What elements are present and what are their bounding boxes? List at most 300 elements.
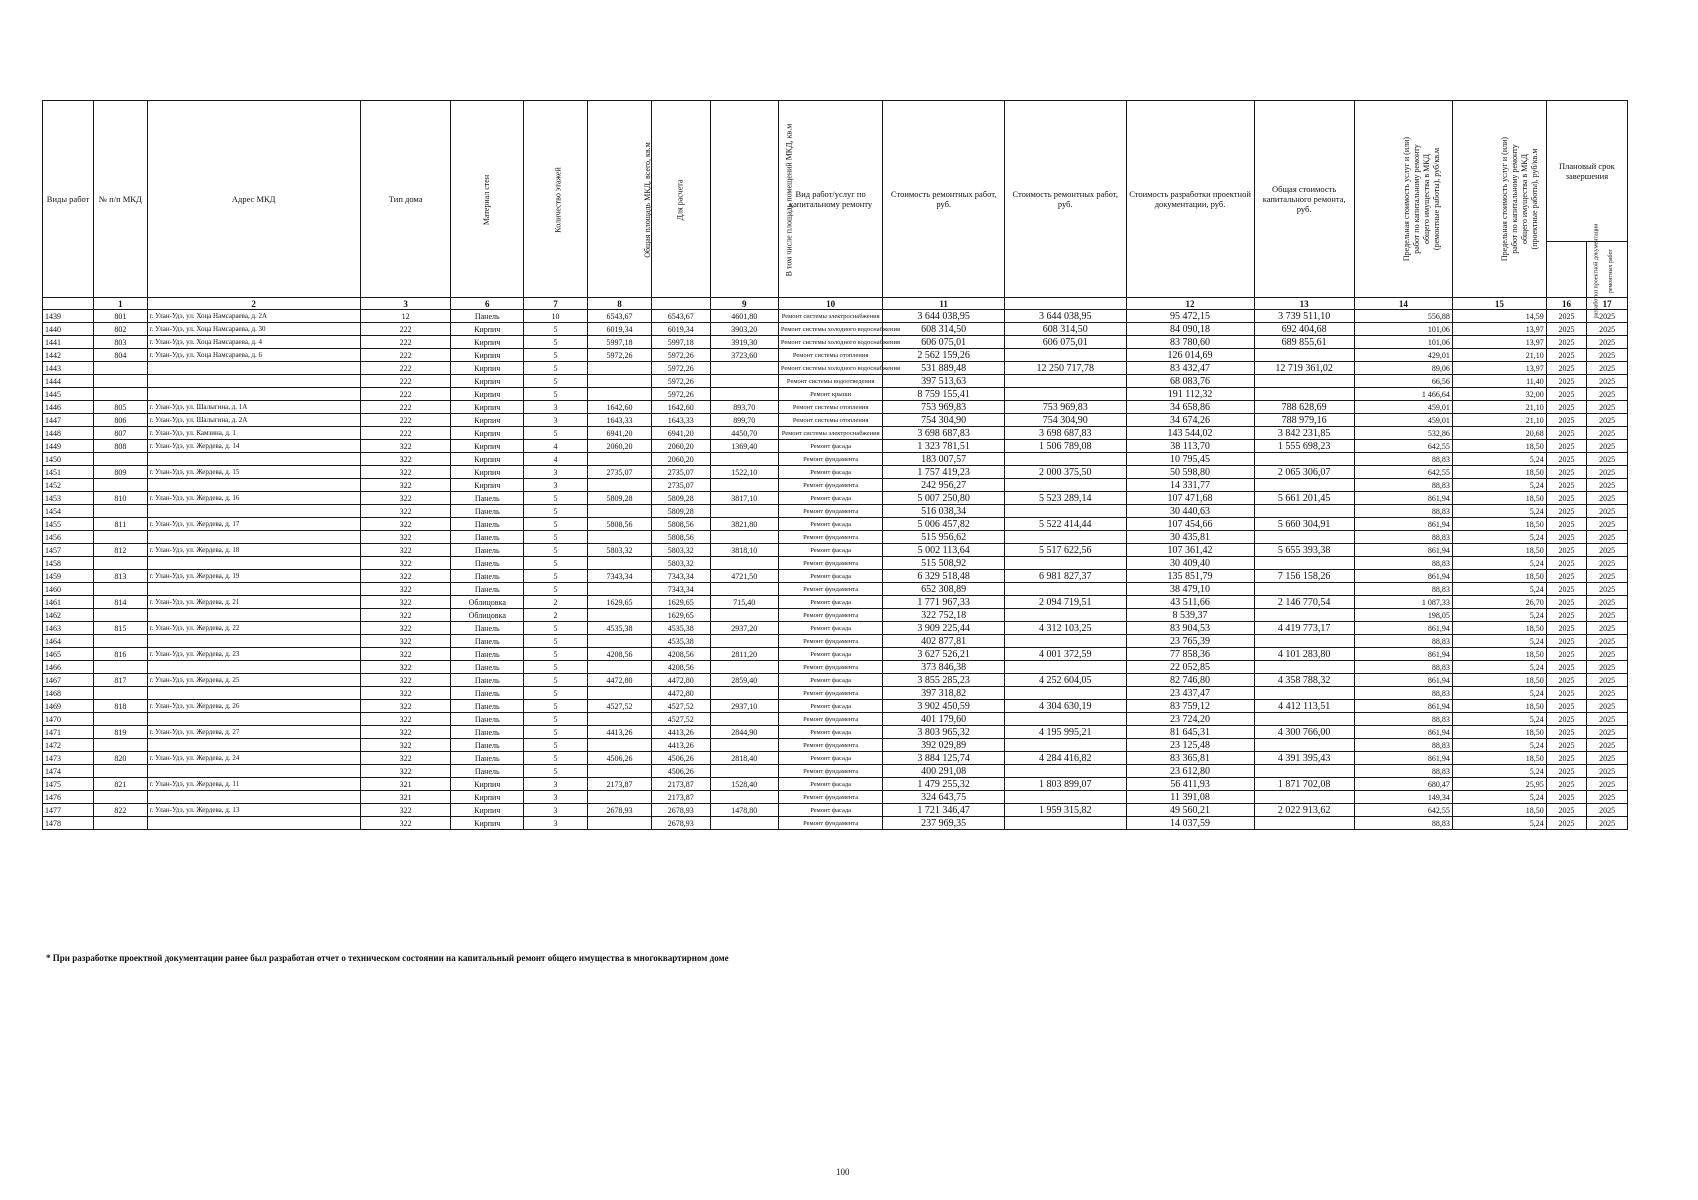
- repair-register-table: [42, 100, 1628, 830]
- row-work-kind: Ремонт фундамента: [778, 739, 883, 752]
- row-address: [147, 713, 360, 726]
- row-floors: 5: [524, 687, 588, 700]
- row-floors: 3: [524, 414, 588, 427]
- row-work-kind: Ремонт системы холодного водоснабжения: [778, 323, 883, 336]
- row-design-cost: 83 904,53: [1126, 622, 1254, 635]
- table-row: [43, 336, 1628, 349]
- row-design-cost: 77 858,36: [1126, 648, 1254, 661]
- row-repair-cost-total: [1004, 531, 1126, 544]
- table-row: [43, 596, 1628, 609]
- row-total-cost: 3 739 511,10: [1254, 310, 1354, 323]
- row-repair-cost: 3 803 965,32: [883, 726, 1005, 739]
- row-premises-area: [710, 609, 778, 622]
- row-mkd-number: 811: [94, 518, 147, 531]
- row-repair-cost: 3 909 225,44: [883, 622, 1005, 635]
- row-limit-repair: 198,05: [1354, 609, 1452, 622]
- row-term-works: 2025: [1587, 583, 1628, 596]
- row-mkd-number: [94, 388, 147, 401]
- row-calc-area: 4527,52: [651, 713, 710, 726]
- row-repair-cost-total: [1004, 388, 1126, 401]
- row-total-cost: [1254, 661, 1354, 674]
- row-work-kind: Ремонт фундамента: [778, 531, 883, 544]
- row-floors: 3: [524, 817, 588, 830]
- row-total-area: 2678,93: [587, 804, 651, 817]
- row-calc-area: 7343,34: [651, 583, 710, 596]
- row-floors: 5: [524, 544, 588, 557]
- row-repair-cost: 3 644 038,95: [883, 310, 1005, 323]
- row-house-type: 322: [360, 453, 451, 466]
- table-row: [43, 817, 1628, 830]
- row-mkd-number: 803: [94, 336, 147, 349]
- row-work-index: 1470: [43, 713, 94, 726]
- row-mkd-number: [94, 817, 147, 830]
- row-limit-repair: 861,94: [1354, 492, 1452, 505]
- row-repair-cost-total: 6 981 827,37: [1004, 570, 1126, 583]
- row-term-works: 2025: [1587, 739, 1628, 752]
- row-repair-cost: 1 757 419,23: [883, 466, 1005, 479]
- row-limit-repair: 88,83: [1354, 505, 1452, 518]
- row-limit-repair: 532,86: [1354, 427, 1452, 440]
- row-house-type: 322: [360, 817, 451, 830]
- table-row: [43, 752, 1628, 765]
- row-term-design: 2025: [1546, 336, 1587, 349]
- row-repair-cost-total: [1004, 453, 1126, 466]
- row-term-design: 2025: [1546, 310, 1587, 323]
- row-premises-area: 4601,80: [710, 310, 778, 323]
- row-limit-design: 5,24: [1452, 817, 1546, 830]
- row-house-type: 322: [360, 544, 451, 557]
- row-floors: 5: [524, 518, 588, 531]
- row-total-cost: [1254, 557, 1354, 570]
- column-number-cell: 16: [1546, 298, 1587, 310]
- row-limit-repair: 66,56: [1354, 375, 1452, 388]
- row-address: г. Улан-Удэ, ул. Шалыгина, д. 1А: [147, 401, 360, 414]
- row-design-cost: 14 331,77: [1126, 479, 1254, 492]
- row-house-type: 222: [360, 323, 451, 336]
- row-work-index: 1456: [43, 531, 94, 544]
- row-term-works: 2025: [1587, 804, 1628, 817]
- row-term-works: 2025: [1587, 648, 1628, 661]
- row-limit-design: 21,10: [1452, 401, 1546, 414]
- row-total-cost: [1254, 453, 1354, 466]
- row-house-type: 322: [360, 440, 451, 453]
- row-total-area: [587, 362, 651, 375]
- row-mkd-number: 807: [94, 427, 147, 440]
- row-floors: 5: [524, 388, 588, 401]
- row-repair-cost-total: [1004, 609, 1126, 622]
- row-design-cost: 83 780,60: [1126, 336, 1254, 349]
- row-wall-material: Панель: [451, 310, 524, 323]
- row-mkd-number: [94, 739, 147, 752]
- row-limit-design: 5,24: [1452, 635, 1546, 648]
- row-total-cost: [1254, 505, 1354, 518]
- row-house-type: 322: [360, 505, 451, 518]
- row-wall-material: Облицовка: [451, 609, 524, 622]
- row-limit-design: 25,95: [1452, 778, 1546, 791]
- row-repair-cost-total: 2 000 375,50: [1004, 466, 1126, 479]
- row-calc-area: 1642,60: [651, 401, 710, 414]
- row-floors: 5: [524, 492, 588, 505]
- row-total-area: [587, 661, 651, 674]
- row-term-design: 2025: [1546, 557, 1587, 570]
- column-number-cell: 1: [94, 298, 147, 310]
- row-work-kind: Ремонт крыши: [778, 388, 883, 401]
- row-calc-area: 5809,28: [651, 492, 710, 505]
- row-mkd-number: 815: [94, 622, 147, 635]
- row-limit-repair: 88,83: [1354, 635, 1452, 648]
- column-number-cell: 3: [360, 298, 451, 310]
- row-mkd-number: 816: [94, 648, 147, 661]
- row-total-area: [587, 739, 651, 752]
- row-calc-area: 4535,38: [651, 635, 710, 648]
- row-total-cost: 3 842 231,85: [1254, 427, 1354, 440]
- row-term-design: 2025: [1546, 544, 1587, 557]
- row-design-cost: 23 125,48: [1126, 739, 1254, 752]
- row-repair-cost-total: [1004, 635, 1126, 648]
- row-repair-cost: 2 562 159,26: [883, 349, 1005, 362]
- row-limit-repair: 88,83: [1354, 453, 1452, 466]
- row-limit-repair: 88,83: [1354, 557, 1452, 570]
- row-calc-area: 5808,56: [651, 518, 710, 531]
- row-term-design: 2025: [1546, 648, 1587, 661]
- row-design-cost: 83 365,81: [1126, 752, 1254, 765]
- row-wall-material: Кирпич: [451, 349, 524, 362]
- subheader-works: ремонтных работ: [1587, 242, 1628, 298]
- row-repair-cost-total: 606 075,01: [1004, 336, 1126, 349]
- row-design-cost: 107 454,66: [1126, 518, 1254, 531]
- row-house-type: 322: [360, 674, 451, 687]
- row-repair-cost: 1 479 255,32: [883, 778, 1005, 791]
- row-work-kind: Ремонт фасада: [778, 518, 883, 531]
- row-limit-repair: 149,34: [1354, 791, 1452, 804]
- row-premises-area: 2937,20: [710, 622, 778, 635]
- row-calc-area: 2735,07: [651, 479, 710, 492]
- row-floors: 5: [524, 427, 588, 440]
- row-total-area: [587, 557, 651, 570]
- row-house-type: 322: [360, 687, 451, 700]
- row-mkd-number: 806: [94, 414, 147, 427]
- row-address: г. Улан-Удэ, ул. Жердева, д. 11: [147, 778, 360, 791]
- row-address: [147, 765, 360, 778]
- row-term-design: 2025: [1546, 479, 1587, 492]
- row-mkd-number: 822: [94, 804, 147, 817]
- row-limit-design: 5,24: [1452, 609, 1546, 622]
- row-repair-cost: 516 038,34: [883, 505, 1005, 518]
- row-term-design: 2025: [1546, 505, 1587, 518]
- row-total-cost: 4 391 395,43: [1254, 752, 1354, 765]
- row-term-works: 2025: [1587, 505, 1628, 518]
- row-calc-area: 6019,34: [651, 323, 710, 336]
- row-house-type: 222: [360, 388, 451, 401]
- row-term-design: 2025: [1546, 609, 1587, 622]
- row-work-kind: Ремонт системы электроснабжения: [778, 427, 883, 440]
- row-work-index: 1445: [43, 388, 94, 401]
- row-total-area: 1642,60: [587, 401, 651, 414]
- row-calc-area: 4506,26: [651, 765, 710, 778]
- row-limit-design: 5,24: [1452, 765, 1546, 778]
- row-term-design: 2025: [1546, 375, 1587, 388]
- row-total-cost: 1 555 698,23: [1254, 440, 1354, 453]
- row-floors: 5: [524, 648, 588, 661]
- row-wall-material: Кирпич: [451, 778, 524, 791]
- row-mkd-number: [94, 557, 147, 570]
- row-work-kind: Ремонт фундамента: [778, 713, 883, 726]
- column-number-cell: 2: [147, 298, 360, 310]
- row-repair-cost: 324 643,75: [883, 791, 1005, 804]
- row-term-works: 2025: [1587, 518, 1628, 531]
- row-floors: 10: [524, 310, 588, 323]
- row-repair-cost: 5 006 457,82: [883, 518, 1005, 531]
- table-row: [43, 622, 1628, 635]
- table-row: [43, 531, 1628, 544]
- row-total-area: 7343,34: [587, 570, 651, 583]
- row-floors: 2: [524, 609, 588, 622]
- row-total-area: [587, 388, 651, 401]
- row-floors: 5: [524, 713, 588, 726]
- table-row: [43, 427, 1628, 440]
- row-term-works: 2025: [1587, 466, 1628, 479]
- row-design-cost: 107 361,42: [1126, 544, 1254, 557]
- row-total-area: [587, 713, 651, 726]
- row-work-index: 1460: [43, 583, 94, 596]
- row-term-works: 2025: [1587, 713, 1628, 726]
- footnote: * При разработке проектной документации ранее был разработан отчет о техническом состоянии на капитальный ремонт общего имущества в многоквартирном доме: [46, 953, 729, 963]
- row-calc-area: 2060,20: [651, 453, 710, 466]
- column-number-cell: 8: [587, 298, 651, 310]
- row-address: [147, 687, 360, 700]
- row-total-cost: 12 719 361,02: [1254, 362, 1354, 375]
- row-design-cost: 30 409,40: [1126, 557, 1254, 570]
- row-work-kind: Ремонт системы холодного водоснабжения: [778, 362, 883, 375]
- row-address: [147, 388, 360, 401]
- column-number-cell: 9: [710, 298, 778, 310]
- row-address: г. Улан-Удэ, ул. Жердева, д. 15: [147, 466, 360, 479]
- header-total-cost: Общая стоимость капитального ремонта, руб.: [1254, 101, 1354, 298]
- row-design-cost: 107 471,68: [1126, 492, 1254, 505]
- header-floors: Количество этажей: [524, 101, 588, 298]
- row-design-cost: 81 645,31: [1126, 726, 1254, 739]
- row-mkd-number: 819: [94, 726, 147, 739]
- row-mkd-number: 817: [94, 674, 147, 687]
- table-row: [43, 739, 1628, 752]
- row-term-works: 2025: [1587, 388, 1628, 401]
- table-row: [43, 310, 1628, 323]
- row-floors: 5: [524, 375, 588, 388]
- row-term-works: 2025: [1587, 479, 1628, 492]
- row-work-index: 1475: [43, 778, 94, 791]
- row-work-index: 1440: [43, 323, 94, 336]
- row-term-works: 2025: [1587, 700, 1628, 713]
- table-row: [43, 583, 1628, 596]
- row-design-cost: 126 014,69: [1126, 349, 1254, 362]
- table-row: [43, 401, 1628, 414]
- row-work-kind: Ремонт фасада: [778, 466, 883, 479]
- row-limit-repair: 88,83: [1354, 583, 1452, 596]
- row-term-design: 2025: [1546, 414, 1587, 427]
- row-wall-material: Панель: [451, 661, 524, 674]
- row-premises-area: [710, 635, 778, 648]
- row-calc-area: 4413,26: [651, 739, 710, 752]
- row-design-cost: 83 432,47: [1126, 362, 1254, 375]
- row-mkd-number: [94, 453, 147, 466]
- column-number-cell: 12: [1126, 298, 1254, 310]
- row-premises-area: 3903,20: [710, 323, 778, 336]
- header-mkd-number: № п/п МКД: [94, 101, 147, 298]
- row-calc-area: 4527,52: [651, 700, 710, 713]
- row-mkd-number: [94, 687, 147, 700]
- table-row: [43, 466, 1628, 479]
- row-limit-design: 18,50: [1452, 804, 1546, 817]
- column-number-cell: [651, 298, 710, 310]
- row-calc-area: 2678,93: [651, 804, 710, 817]
- row-house-type: 222: [360, 427, 451, 440]
- row-repair-cost: 392 029,89: [883, 739, 1005, 752]
- row-total-cost: [1254, 388, 1354, 401]
- row-mkd-number: 802: [94, 323, 147, 336]
- row-design-cost: 23 612,80: [1126, 765, 1254, 778]
- row-address: [147, 635, 360, 648]
- row-repair-cost: 5 002 113,64: [883, 544, 1005, 557]
- row-limit-design: 26,70: [1452, 596, 1546, 609]
- row-premises-area: [710, 765, 778, 778]
- row-term-works: 2025: [1587, 596, 1628, 609]
- row-term-works: 2025: [1587, 349, 1628, 362]
- row-calc-area: 1629,65: [651, 609, 710, 622]
- row-design-cost: 38 479,10: [1126, 583, 1254, 596]
- row-repair-cost: 1 771 967,33: [883, 596, 1005, 609]
- register-body: [43, 310, 1628, 830]
- row-repair-cost: 397 513,63: [883, 375, 1005, 388]
- row-repair-cost-total: [1004, 479, 1126, 492]
- table-row: [43, 492, 1628, 505]
- row-limit-design: 11,40: [1452, 375, 1546, 388]
- row-repair-cost: 531 889,48: [883, 362, 1005, 375]
- row-repair-cost: 3 855 285,23: [883, 674, 1005, 687]
- row-limit-design: 13,97: [1452, 323, 1546, 336]
- row-wall-material: Кирпич: [451, 804, 524, 817]
- table-row: [43, 544, 1628, 557]
- row-address: [147, 817, 360, 830]
- row-repair-cost-total: 5 522 414,44: [1004, 518, 1126, 531]
- column-number-cell: 15: [1452, 298, 1546, 310]
- row-limit-design: 18,50: [1452, 674, 1546, 687]
- row-total-area: [587, 765, 651, 778]
- row-calc-area: 4208,56: [651, 661, 710, 674]
- row-wall-material: Панель: [451, 713, 524, 726]
- row-repair-cost: 608 314,50: [883, 323, 1005, 336]
- row-term-works: 2025: [1587, 752, 1628, 765]
- row-term-design: 2025: [1546, 427, 1587, 440]
- row-total-area: [587, 609, 651, 622]
- row-limit-design: 5,24: [1452, 557, 1546, 570]
- row-limit-repair: 642,55: [1354, 804, 1452, 817]
- row-house-type: 322: [360, 713, 451, 726]
- row-address: [147, 531, 360, 544]
- row-work-index: 1447: [43, 414, 94, 427]
- row-floors: 5: [524, 362, 588, 375]
- row-repair-cost: 753 969,83: [883, 401, 1005, 414]
- row-floors: 5: [524, 700, 588, 713]
- row-mkd-number: 808: [94, 440, 147, 453]
- row-term-design: 2025: [1546, 401, 1587, 414]
- row-total-cost: 788 979,16: [1254, 414, 1354, 427]
- row-mkd-number: [94, 505, 147, 518]
- row-term-design: 2025: [1546, 674, 1587, 687]
- table-row: [43, 570, 1628, 583]
- row-work-kind: Ремонт фасада: [778, 674, 883, 687]
- row-total-area: 5808,56: [587, 518, 651, 531]
- row-floors: 3: [524, 778, 588, 791]
- row-work-index: 1468: [43, 687, 94, 700]
- row-total-cost: 5 661 201,45: [1254, 492, 1354, 505]
- row-repair-cost-total: [1004, 349, 1126, 362]
- row-total-cost: 2 022 913,62: [1254, 804, 1354, 817]
- row-wall-material: Кирпич: [451, 817, 524, 830]
- row-limit-design: 13,97: [1452, 336, 1546, 349]
- row-premises-area: [710, 713, 778, 726]
- row-design-cost: 191 112,32: [1126, 388, 1254, 401]
- row-wall-material: Кирпич: [451, 336, 524, 349]
- row-house-type: 222: [360, 401, 451, 414]
- row-calc-area: 6941,20: [651, 427, 710, 440]
- table-row: [43, 557, 1628, 570]
- row-mkd-number: 814: [94, 596, 147, 609]
- row-repair-cost: 3 902 450,59: [883, 700, 1005, 713]
- row-term-design: 2025: [1546, 804, 1587, 817]
- row-wall-material: Панель: [451, 531, 524, 544]
- row-term-design: 2025: [1546, 726, 1587, 739]
- row-work-index: 1451: [43, 466, 94, 479]
- row-term-works: 2025: [1587, 791, 1628, 804]
- row-design-cost: 8 539,37: [1126, 609, 1254, 622]
- row-design-cost: 23 765,39: [1126, 635, 1254, 648]
- row-work-index: 1467: [43, 674, 94, 687]
- row-premises-area: 2937,10: [710, 700, 778, 713]
- row-limit-design: 18,50: [1452, 752, 1546, 765]
- row-term-design: 2025: [1546, 635, 1587, 648]
- row-work-kind: Ремонт фасада: [778, 648, 883, 661]
- row-work-kind: Ремонт фасада: [778, 700, 883, 713]
- row-wall-material: Панель: [451, 544, 524, 557]
- row-total-area: 4527,52: [587, 700, 651, 713]
- column-number-cell: 10: [778, 298, 883, 310]
- row-total-cost: 4 412 113,51: [1254, 700, 1354, 713]
- column-number-cell: 17: [1587, 298, 1628, 310]
- row-limit-repair: 1 466,64: [1354, 388, 1452, 401]
- row-total-cost: [1254, 739, 1354, 752]
- row-work-kind: Ремонт системы отопления: [778, 401, 883, 414]
- row-term-works: 2025: [1587, 609, 1628, 622]
- row-term-design: 2025: [1546, 687, 1587, 700]
- row-premises-area: [710, 375, 778, 388]
- row-design-cost: 84 090,18: [1126, 323, 1254, 336]
- row-limit-design: 18,50: [1452, 440, 1546, 453]
- row-premises-area: [710, 505, 778, 518]
- row-work-index: 1455: [43, 518, 94, 531]
- row-mkd-number: [94, 635, 147, 648]
- row-calc-area: 2735,07: [651, 466, 710, 479]
- row-house-type: 222: [360, 362, 451, 375]
- row-total-area: [587, 635, 651, 648]
- row-work-index: 1446: [43, 401, 94, 414]
- row-design-cost: 135 851,79: [1126, 570, 1254, 583]
- row-address: г. Улан-Удэ, ул. Жердева, д. 14: [147, 440, 360, 453]
- row-wall-material: Кирпич: [451, 362, 524, 375]
- row-design-cost: 23 437,47: [1126, 687, 1254, 700]
- row-address: г. Улан-Удэ, ул. Жердева, д. 25: [147, 674, 360, 687]
- row-repair-cost: 3 627 526,21: [883, 648, 1005, 661]
- row-work-kind: Ремонт фундамента: [778, 505, 883, 518]
